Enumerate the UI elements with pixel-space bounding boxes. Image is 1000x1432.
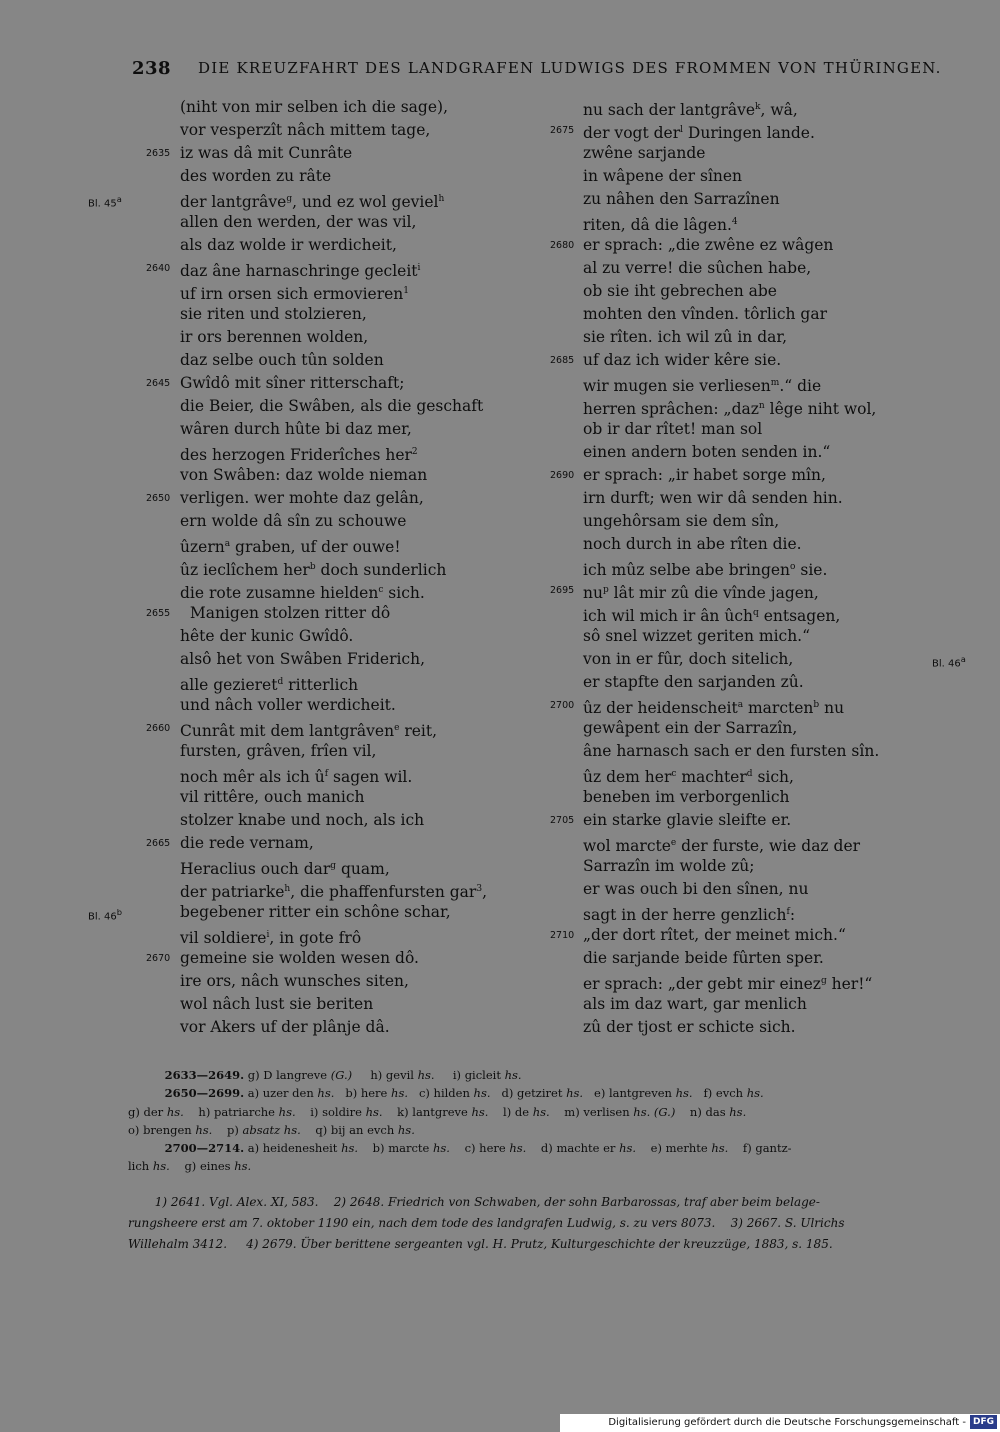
right-verse-line: ûz der heidenscheit$^a$ marcten$^b$ nu — [583, 699, 845, 718]
left-verse-line: verligen. wer mohte daz gelân, — [180, 489, 424, 507]
right-verse-line: ob ir dar rîtet! man sol — [583, 420, 763, 438]
left-verse-line: vor Akers uf der plânje dâ. — [180, 1018, 390, 1036]
line-number: 2645 — [146, 378, 171, 389]
right-verse-line: beneben im verborgenlich — [583, 788, 790, 806]
left-verse-line: sie riten und stolzieren, — [180, 305, 367, 323]
left-verse-line: des herzogen Friderîches her$^2$ — [180, 446, 418, 465]
dfg-logo: DFG — [970, 1415, 997, 1429]
line-number: 2640 — [146, 263, 171, 274]
left-verse-line: als daz wolde ir werdicheit, — [180, 236, 397, 254]
left-verse-line: und nâch voller werdicheit. — [180, 696, 396, 714]
line-number: 2655 — [146, 608, 171, 619]
right-verse-line: âne harnasch sach er den fursten sîn. — [583, 742, 880, 760]
left-verse-line: allen den werden, der was vil, — [180, 213, 417, 231]
line-number: 2670 — [146, 953, 171, 964]
left-verse-line: die rede vernam, — [180, 834, 314, 852]
right-verse-line: Sarrazîn im wolde zû; — [583, 857, 755, 875]
left-verse-line: noch mêr als ich $û^f$ sagen wil. — [180, 768, 413, 787]
right-verse-line: in wâpene der sînen — [583, 167, 743, 185]
footnotes — [128, 1192, 928, 1255]
right-verse-line: von in er fûr, doch sitelich, — [583, 650, 794, 668]
left-verse-line: die Beier, die Swâben, als die geschaft — [180, 397, 484, 415]
left-verse-line: daz selbe ouch tûn solden — [180, 351, 384, 369]
left-verse-line: stolzer knabe und noch, als ich — [180, 811, 425, 829]
line-number: 2695 — [550, 585, 575, 596]
apparatus-line: 2633—2649. g) D langreve (G.) h) gevil hs. i) gicleit hs. — [164, 1068, 522, 1082]
apparatus-line: 2700—2714. a) heidenesheit hs. b) marcte hs. c) here hs. d) machte er hs. e) merhte hs. f) gantz- — [164, 1141, 792, 1156]
line-number: 2665 — [146, 838, 171, 849]
left-verse-line: ern wolde dâ sîn zu schouwe — [180, 512, 407, 530]
left-verse-line: (niht von mir selben ich die sage), — [180, 98, 448, 116]
line-number: 2685 — [550, 355, 575, 366]
right-verse-line: al zu verre! die sûchen habe, — [583, 259, 812, 277]
right-verse-column — [583, 96, 923, 1039]
line-number: 2650 — [146, 493, 171, 504]
critical-apparatus — [128, 1066, 928, 1176]
right-verse-line: einen andern boten senden in.“ — [583, 443, 831, 461]
right-verse-line: wir mugen sie verliesen$^m$.“ die — [583, 377, 822, 396]
right-verse-line: herren sprâchen: „daz$^n$ lêge niht wol, — [583, 400, 877, 419]
right-verse-line: er sprach: „die zwêne ez wâgen — [583, 236, 834, 254]
left-verse-line: Heraclius ouch dar$^g$ quam, — [180, 860, 390, 879]
line-number: 2710 — [550, 930, 575, 941]
line-number: 2660 — [146, 723, 171, 734]
right-verse-line: mohten den vînden. tôrlich gar — [583, 305, 828, 323]
right-verse-line: die sarjande beide fûrten sper. — [583, 949, 824, 967]
right-verse-line: er sprach: „der gebt mir einez$^g$ her!“ — [583, 975, 873, 994]
left-verse-line: des worden zu râte — [180, 167, 332, 185]
right-verse-line: $nu^p$ lât mir zû die vînde jagen, — [583, 584, 819, 603]
left-verse-line: vil rittêre, ouch manich — [180, 788, 365, 806]
right-verse-line: noch durch in abe rîten die. — [583, 535, 802, 553]
right-verse-line: sagt in der herre genzlich$^f$: — [583, 906, 796, 925]
left-verse-line: gemeine sie wolden wesen dô. — [180, 949, 419, 967]
right-verse-line: „der dort rîtet, der meinet mich.“ — [583, 926, 846, 944]
apparatus-line: g) der hs. h) patriarche hs. i) soldire hs. k) lantgreve hs. l) de hs. m) verlisen hs. (G.) n) das hs. — [128, 1104, 747, 1119]
line-number: 2635 — [146, 148, 171, 159]
left-verse-line: Cunrât mit dem lantgrâven$^e$ reit, — [180, 722, 438, 741]
left-verse-line: alle gezieret$^d$ ritterlich — [180, 676, 359, 695]
right-verse-line: ungehôrsam sie dem sîn, — [583, 512, 780, 530]
right-verse-line: er was ouch bi den sînen, nu — [583, 880, 809, 898]
funding-bar — [560, 1414, 1000, 1432]
left-verse-line: begebener ritter ein schône schar, — [180, 903, 451, 921]
right-verse-line: nu sach der lantgrâve$^k$, wâ, — [583, 101, 798, 120]
right-verse-line: sô snel wizzet geriten mich.“ — [583, 627, 811, 645]
left-margin — [0, 96, 180, 1039]
right-verse-line: ob sie iht gebrechen abe — [583, 282, 777, 300]
left-verse-line: Gwîdô mit sîner ritterschaft; — [180, 374, 405, 392]
left-verse-line: die rote zusamne hielden$^c$ sich. — [180, 584, 425, 603]
left-verse-column — [180, 96, 540, 1039]
line-number: 2705 — [550, 815, 575, 826]
page-number: 238 — [132, 58, 172, 79]
left-verse-line: iz was dâ mit Cunrâte — [180, 144, 353, 162]
right-verse-line: der vogt der$^l$ Duringen lande. — [583, 124, 815, 143]
right-verse-line: riten, dâ die lâgen.$^4$ — [583, 216, 738, 235]
left-verse-line: daz âne harnaschringe gecleit$^i$ — [180, 262, 421, 281]
right-verse-line: als im daz wart, gar menlich — [583, 995, 807, 1013]
left-verse-line: der lantgrâve$^g$, und ez wol geviel$^h$ — [180, 193, 445, 212]
right-verse-line: irn durft; wen wir dâ senden hin. — [583, 489, 843, 507]
left-verse-line: ûzern$^a$ graben, uf der ouwe! — [180, 538, 401, 557]
line-number: 2700 — [550, 700, 575, 711]
left-verse-line: fursten, grâven, frîen vil, — [180, 742, 377, 760]
apparatus-line: lich hs. g) eines hs. — [128, 1159, 252, 1174]
left-verse-line: ire ors, nâch wunsches siten, — [180, 972, 409, 990]
right-verse-line: er stapfte den sarjanden zû. — [583, 673, 804, 691]
left-verse-line: von Swâben: daz wolde nieman — [180, 466, 428, 484]
right-verse-line: er sprach: „ir habet sorge mîn, — [583, 466, 826, 484]
left-verse-line: wol nâch lust sie beriten — [180, 995, 374, 1013]
right-verse-line: wol marcte$^e$ der furste, wie daz der — [583, 837, 861, 856]
left-verse-line: ûz ieclîchem her$^b$ doch sunderlich — [180, 561, 447, 580]
left-verse-line: Manigen stolzen ritter dô — [180, 604, 391, 622]
right-verse-line: gewâpent ein der Sarrazîn, — [583, 719, 798, 737]
right-verse-line: zwêne sarjande — [583, 144, 706, 162]
left-verse-line: wâren durch hûte bi daz mer, — [180, 420, 412, 438]
right-verse-line: zu nâhen den Sarrazînen — [583, 190, 780, 208]
apparatus-line: 2650—2699. a) uzer den hs. b) here hs. c) hilden hs. d) getziret hs. e) lantgreven hs. f) evch hs. — [164, 1086, 764, 1101]
left-verse-line: vor vesperzît nâch mittem tage, — [180, 121, 431, 139]
right-verse-line: zû der tjost er schicte sich. — [583, 1018, 796, 1036]
right-verse-line: ûz dem her$^c$ machter$^d$ sich, — [583, 768, 794, 787]
funding-note: Digitalisierung gefördert durch die Deutsche Forschungsgemeinschaft - — [608, 1417, 966, 1428]
right-verse-line: ich wil mich ir ân ûch$^q$ entsagen, — [583, 607, 841, 626]
left-verse-line: hête der kunic Gwîdô. — [180, 627, 354, 645]
left-verse-line: uf irn orsen sich ermovieren$^1$ — [180, 285, 410, 304]
running-title: DIE KREUZFAHRT DES LANDGRAFEN LUDWIGS DES FROMMEN VON THÜRINGEN. — [198, 59, 942, 77]
folio-mark: Bl. 46$^b$ — [88, 907, 123, 923]
left-verse-line: ir ors berennen wolden, — [180, 328, 369, 346]
footnote-line: 1) 2641. Vgl. Alex. XI, 583. 2) 2648. Friedrich von Schwaben, der sohn Barbarossas, traf aber beim belage- — [128, 1195, 820, 1209]
apparatus-line: o) brengen hs. p) absatz hs. q) bij an evch hs. — [128, 1122, 415, 1137]
right-verse-line: sie rîten. ich wil zû in dar, — [583, 328, 788, 346]
right-verse-line: ein starke glavie sleifte er. — [583, 811, 792, 829]
left-verse-line: alsô het von Swâben Friderich, — [180, 650, 426, 668]
footnote-line: rungsheere erst am 7. oktober 1190 ein, nach dem tode des landgrafen Ludwig, s. zu vers 8073. 3) 2667. S. Ulrichs — [128, 1216, 845, 1230]
folio-mark: Bl. 45$^a$ — [88, 194, 122, 210]
line-number: 2680 — [550, 240, 575, 251]
right-verse-line: uf daz ich wider kêre sie. — [583, 351, 782, 369]
left-verse-line: vil soldiere$^i$, in gote frô — [180, 929, 362, 948]
folio-mark: Bl. 46$^a$ — [932, 654, 966, 670]
left-verse-line: der patriarke$^h$, die phaffenfursten gar$^3$, — [180, 883, 487, 902]
line-number: 2690 — [550, 470, 575, 481]
footnote-line: Willehalm 3412. 4) 2679. Über berittene sergeanten vgl. H. Prutz, Kulturgeschichte der kreuzzüge, 1883, s. 185. — [128, 1237, 833, 1251]
line-number: 2675 — [550, 125, 575, 136]
right-verse-line: ich mûz selbe abe bringen$^o$ sie. — [583, 561, 828, 580]
running-header — [0, 58, 1000, 82]
